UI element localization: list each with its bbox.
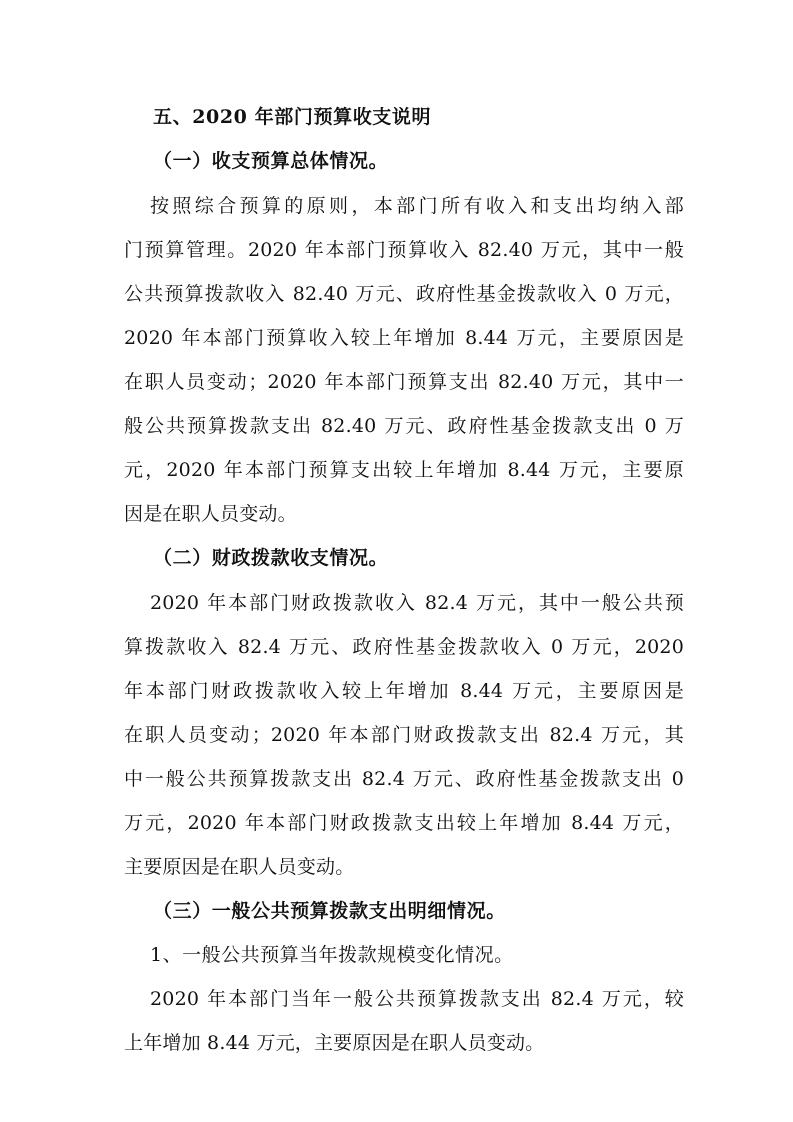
paragraph-line: 门预算管理。2020 年本部门预算收入 82.40 万元，其中一般 <box>124 239 684 261</box>
paragraph-line: 按照综合预算的原则，本部门所有收入和支出均纳入部 <box>150 195 684 217</box>
paragraph-line: 万元，2020 年本部门财政拨款支出较上年增加 8.44 万元， <box>124 812 684 834</box>
paragraph-line: 上年增加 8.44 万元，主要原因是在职人员变动。 <box>124 1032 545 1054</box>
paragraph-line: 元，2020 年本部门预算支出较上年增加 8.44 万元，主要原 <box>124 459 684 481</box>
list-item-heading: 1、一般公共预算当年拨款规模变化情况。 <box>150 944 514 966</box>
paragraph-line: 在职人员变动；2020 年本部门财政拨款支出 82.4 万元，其 <box>124 724 684 746</box>
subsection-title-3: （三）一般公共预算拨款支出明细情况。 <box>153 900 506 922</box>
paragraph-line: 年本部门财政拨款收入较上年增加 8.44 万元，主要原因是 <box>124 680 684 702</box>
paragraph-line: 2020 年本部门当年一般公共预算拨款支出 82.4 万元，较 <box>150 988 684 1010</box>
section-title: 五、2020 年部门预算收支说明 <box>153 106 432 128</box>
paragraph-line: 2020 年本部门预算收入较上年增加 8.44 万元，主要原因是 <box>124 327 684 349</box>
paragraph-line: 公共预算拨款收入 82.40 万元、政府性基金拨款收入 0 万元， <box>124 283 684 305</box>
subsection-title-2: （二）财政拨款收支情况。 <box>153 547 389 569</box>
paragraph-line: 在职人员变动；2020 年本部门预算支出 82.40 万元，其中一 <box>124 371 684 393</box>
paragraph-line: 主要原因是在职人员变动。 <box>124 856 355 878</box>
paragraph-line: 2020 年本部门财政拨款收入 82.4 万元，其中一般公共预 <box>150 592 684 614</box>
paragraph-line: 因是在职人员变动。 <box>124 503 297 525</box>
paragraph-line: 般公共预算拨款支出 82.40 万元、政府性基金拨款支出 0 万 <box>124 415 684 437</box>
paragraph-line: 中一般公共预算拨款支出 82.4 万元、政府性基金拨款支出 0 <box>124 768 684 790</box>
subsection-title-1: （一）收支预算总体情况。 <box>153 150 389 172</box>
paragraph-line: 算拨款收入 82.4 万元、政府性基金拨款收入 0 万元，2020 <box>124 636 684 658</box>
